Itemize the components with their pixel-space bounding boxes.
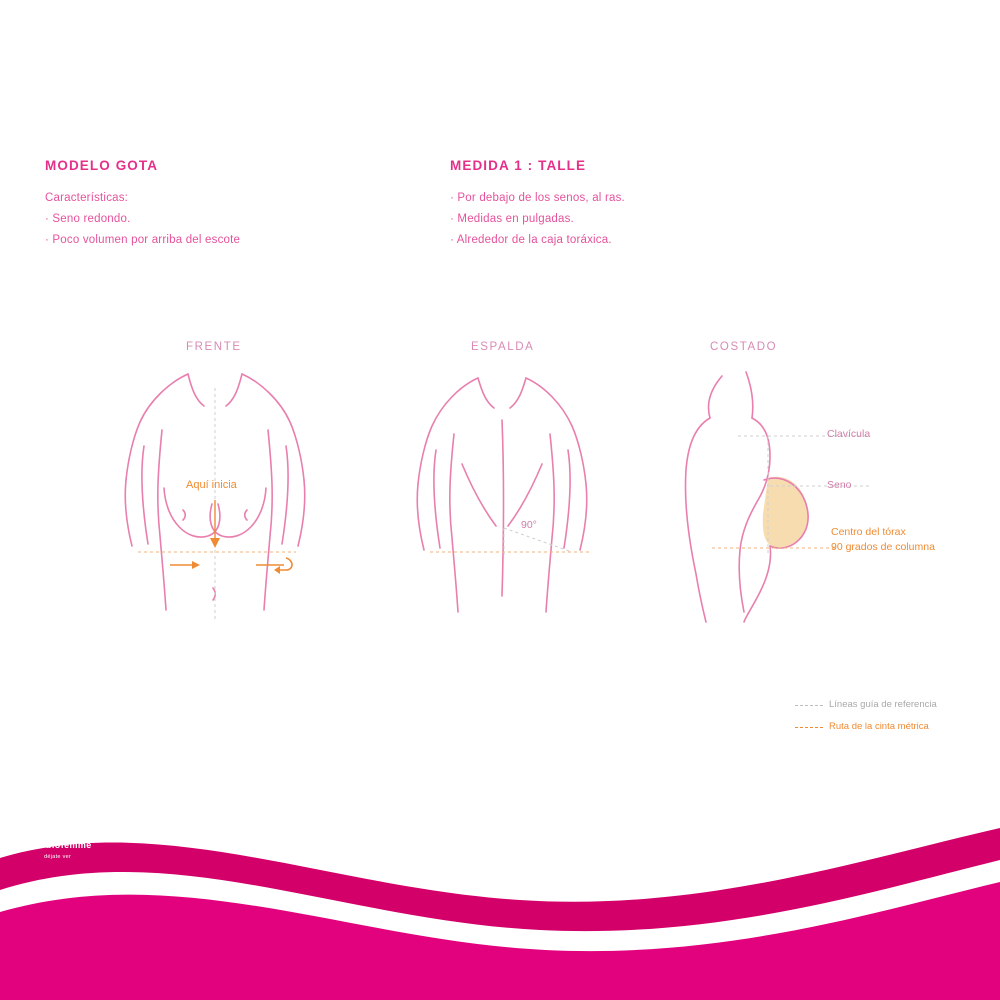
measure-item-1: · Por debajo de los senos, al ras.: [450, 192, 625, 204]
decorative-wave: [0, 740, 1000, 1000]
annotation-start-here: Aquí inicia: [186, 479, 237, 491]
model-title: MODELO GOTA: [45, 158, 159, 173]
legend-item-tape: [795, 716, 937, 738]
measure-description: [450, 188, 625, 251]
brand-name: biofemme: [46, 840, 92, 850]
measure-item-3: · Alrededor de la caja toráxica.: [450, 234, 612, 246]
brand-tagline: déjate ver: [44, 854, 72, 860]
annotation-clavicle: Clavícula: [827, 428, 871, 440]
side-body-illustration: [660, 360, 880, 650]
legend-label-tape: Ruta de la cinta métrica: [829, 721, 929, 732]
model-description: [45, 188, 240, 251]
annotation-angle: 90°: [521, 519, 537, 531]
measure-title: MEDIDA 1 : TALLE: [450, 158, 587, 173]
legend-dash-gray-icon: [795, 705, 823, 706]
legend-dash-orange-icon: [795, 727, 823, 728]
model-subtitle: Características:: [45, 192, 129, 204]
annotation-thorax-center-line1: Centro del tórax: [831, 526, 906, 538]
legend-label-guides: Líneas guía de referencia: [829, 699, 937, 710]
view-caption-side: COSTADO: [710, 341, 778, 353]
annotation-thorax-center: [831, 525, 935, 555]
model-feature-1: · Seno redondo.: [45, 213, 131, 225]
measure-item-2: · Medidas en pulgadas.: [450, 213, 574, 225]
annotation-thorax-center-line2: 90 grados de columna: [831, 541, 935, 553]
legend-item-guides: [795, 694, 937, 716]
front-body-illustration: [100, 360, 350, 650]
legend: [795, 694, 937, 738]
view-caption-front: FRENTE: [186, 341, 242, 353]
model-feature-2: · Poco volumen por arriba del escote: [45, 234, 241, 246]
tape-route-arrows-icon: [170, 558, 292, 574]
annotation-breast: Seno: [827, 479, 852, 491]
view-caption-back: ESPALDA: [471, 341, 535, 353]
back-body-illustration: [400, 360, 620, 650]
